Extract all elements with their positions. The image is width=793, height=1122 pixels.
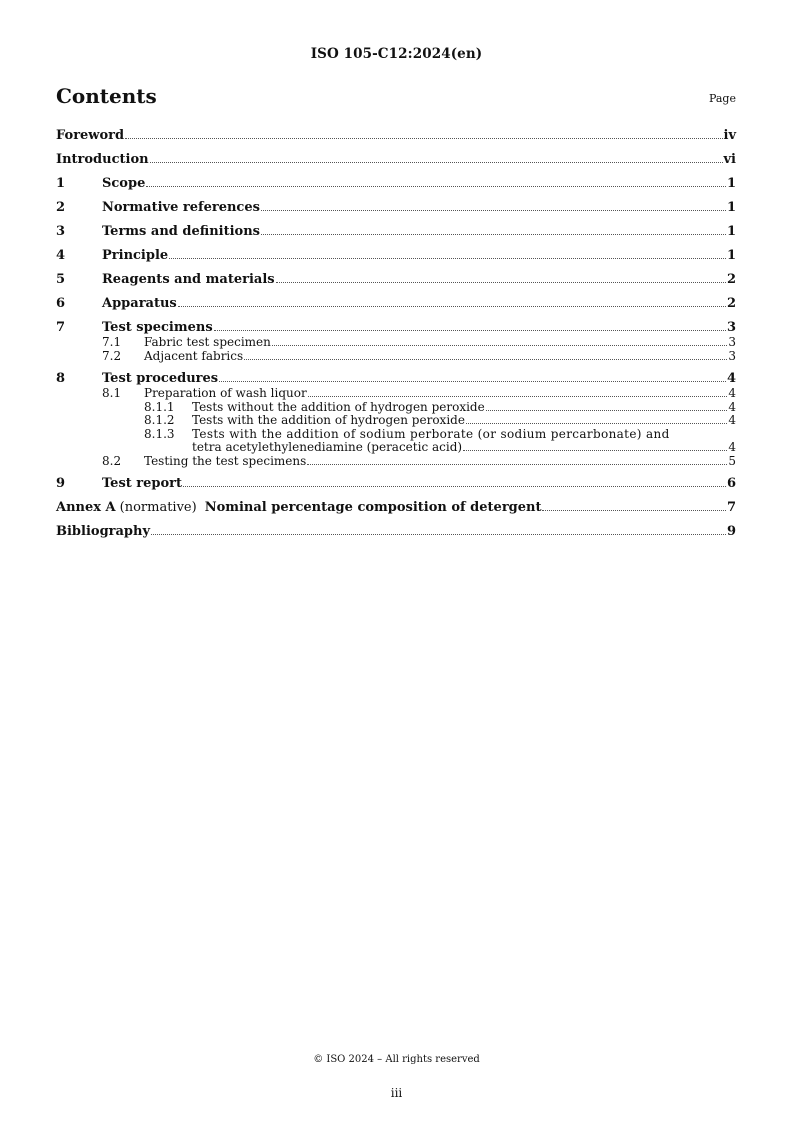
toc-entry-test-specimens[interactable] <box>56 320 736 336</box>
toc-entry-tests-with-sodium-perborate[interactable] <box>56 428 736 455</box>
toc-number: 8.1.2 <box>144 413 175 427</box>
toc-number: 8.1.1 <box>144 399 175 414</box>
dot-leader <box>146 186 726 187</box>
toc-title: Principle <box>102 248 169 263</box>
toc-title: Normative references <box>102 200 260 215</box>
toc-entry-terms-and-definitions[interactable] <box>56 224 736 240</box>
toc-title: Tests without the addition of hydrogen peroxide <box>192 399 485 414</box>
toc-annex-qualifier: (normative) <box>119 500 197 515</box>
dot-leader <box>272 345 727 346</box>
page-number: iii <box>390 1086 403 1100</box>
toc-entry-annex-a[interactable] <box>56 500 736 516</box>
toc-number: 1 <box>56 176 66 191</box>
toc-entry-adjacent-fabrics[interactable] <box>56 350 736 364</box>
toc-title: Introduction <box>56 152 149 167</box>
toc-page: iv <box>723 128 736 143</box>
dot-leader <box>169 258 726 259</box>
dot-leader <box>150 162 723 163</box>
toc-entry-foreword[interactable] <box>56 128 736 144</box>
toc-number: 8 <box>56 371 66 386</box>
toc-page: 7 <box>726 500 736 515</box>
toc-title: Bibliography <box>56 524 151 539</box>
toc-title-line1: Tests with the addition of sodium perborate (or sodium percarbonate) and <box>192 426 670 441</box>
toc-title: Reagents and materials <box>102 272 275 287</box>
toc-page: 1 <box>726 200 736 215</box>
dot-leader <box>308 396 728 397</box>
toc-number: 7.1 <box>102 335 122 349</box>
toc-title: Preparation of wash liquor <box>144 386 307 400</box>
dot-leader <box>463 450 727 451</box>
toc-title: Foreword <box>56 128 125 143</box>
toc-title: Terms and definitions <box>102 224 260 239</box>
dot-leader <box>486 410 728 411</box>
toc-number: 2 <box>56 200 66 215</box>
dot-leader <box>542 510 725 511</box>
toc-number: 8.1 <box>102 386 122 400</box>
toc-entry-normative-references[interactable] <box>56 200 736 216</box>
toc-title-line2: tetra acetylethylenediamine (peracetic acid) <box>192 440 463 454</box>
dot-leader <box>244 359 727 360</box>
toc-page: 1 <box>726 224 736 239</box>
toc-title: Nominal percentage composition of detergent <box>204 500 542 515</box>
toc-page: 4 <box>728 399 736 414</box>
toc-page: 9 <box>726 524 736 539</box>
toc-number: 9 <box>56 476 66 491</box>
toc-title-line2-row <box>192 441 736 455</box>
toc-page: 1 <box>726 248 736 263</box>
toc-entry-introduction[interactable] <box>56 152 736 168</box>
toc-entry-test-procedures[interactable] <box>56 371 736 387</box>
toc-title-block <box>192 428 736 455</box>
toc-title: Scope <box>102 176 146 191</box>
toc-page: 4 <box>728 413 736 427</box>
dot-leader <box>178 306 726 307</box>
toc-page: 1 <box>726 176 736 191</box>
dot-leader <box>183 486 726 487</box>
toc-entry-tests-with-hydrogen-peroxide[interactable] <box>56 414 736 428</box>
toc-page: 3 <box>726 320 736 335</box>
toc-entry-principle[interactable] <box>56 248 736 264</box>
toc-entry-preparation-of-wash-liquor[interactable] <box>56 387 736 401</box>
toc-page: 2 <box>726 272 736 287</box>
toc-page: 4 <box>728 440 736 454</box>
toc-title: Test specimens <box>102 320 213 335</box>
toc-title: Test procedures <box>102 371 219 386</box>
contents-title: Contents <box>56 84 157 108</box>
toc-title: Test report <box>102 476 183 491</box>
toc-number: 8.1.3 <box>144 426 175 441</box>
toc-entry-test-report[interactable] <box>56 476 736 492</box>
toc-entry-scope[interactable] <box>56 176 736 192</box>
toc-number: 3 <box>56 224 66 239</box>
table-of-contents <box>56 128 736 540</box>
toc-number: 6 <box>56 296 66 311</box>
dot-leader <box>307 464 727 465</box>
dot-leader <box>276 282 726 283</box>
toc-page: 4 <box>726 371 736 386</box>
toc-page: 2 <box>726 296 736 311</box>
toc-number: 5 <box>56 272 66 287</box>
toc-entry-fabric-test-specimen[interactable] <box>56 336 736 350</box>
dot-leader <box>261 210 726 211</box>
toc-page: 5 <box>728 453 736 468</box>
toc-title: Testing the test specimens <box>144 453 307 468</box>
toc-title: Tests with the addition of hydrogen peroxide <box>192 413 465 427</box>
document-identifier: ISO 105-C12:2024(en) <box>310 46 483 62</box>
dot-leader <box>261 234 726 235</box>
toc-entry-reagents-and-materials[interactable] <box>56 272 736 288</box>
toc-entry-apparatus[interactable] <box>56 296 736 312</box>
dot-leader <box>151 534 726 535</box>
toc-page: 3 <box>728 335 736 349</box>
toc-title: Apparatus <box>102 296 177 311</box>
toc-page: 3 <box>728 348 736 363</box>
toc-entry-testing-the-test-specimens[interactable] <box>56 455 736 469</box>
toc-page: 6 <box>726 476 736 491</box>
toc-page: 4 <box>728 386 736 400</box>
toc-title: Fabric test specimen <box>144 335 271 349</box>
toc-entry-bibliography[interactable] <box>56 524 736 540</box>
toc-number: 8.2 <box>102 453 122 468</box>
dot-leader <box>125 138 722 139</box>
toc-page: vi <box>723 152 736 167</box>
dot-leader <box>219 381 726 382</box>
toc-number: 4 <box>56 248 66 263</box>
page-column-label: Page <box>708 92 736 105</box>
dot-leader <box>466 423 727 424</box>
toc-annex-label: Annex A <box>56 500 116 515</box>
toc-number: 7 <box>56 320 66 335</box>
toc-number: 7.2 <box>102 348 122 363</box>
copyright-notice: © ISO 2024 – All rights reserved <box>313 1054 480 1065</box>
dot-leader <box>214 330 726 331</box>
toc-title: Adjacent fabrics <box>144 348 244 363</box>
toc-entry-tests-without-hydrogen-peroxide[interactable] <box>56 401 736 415</box>
